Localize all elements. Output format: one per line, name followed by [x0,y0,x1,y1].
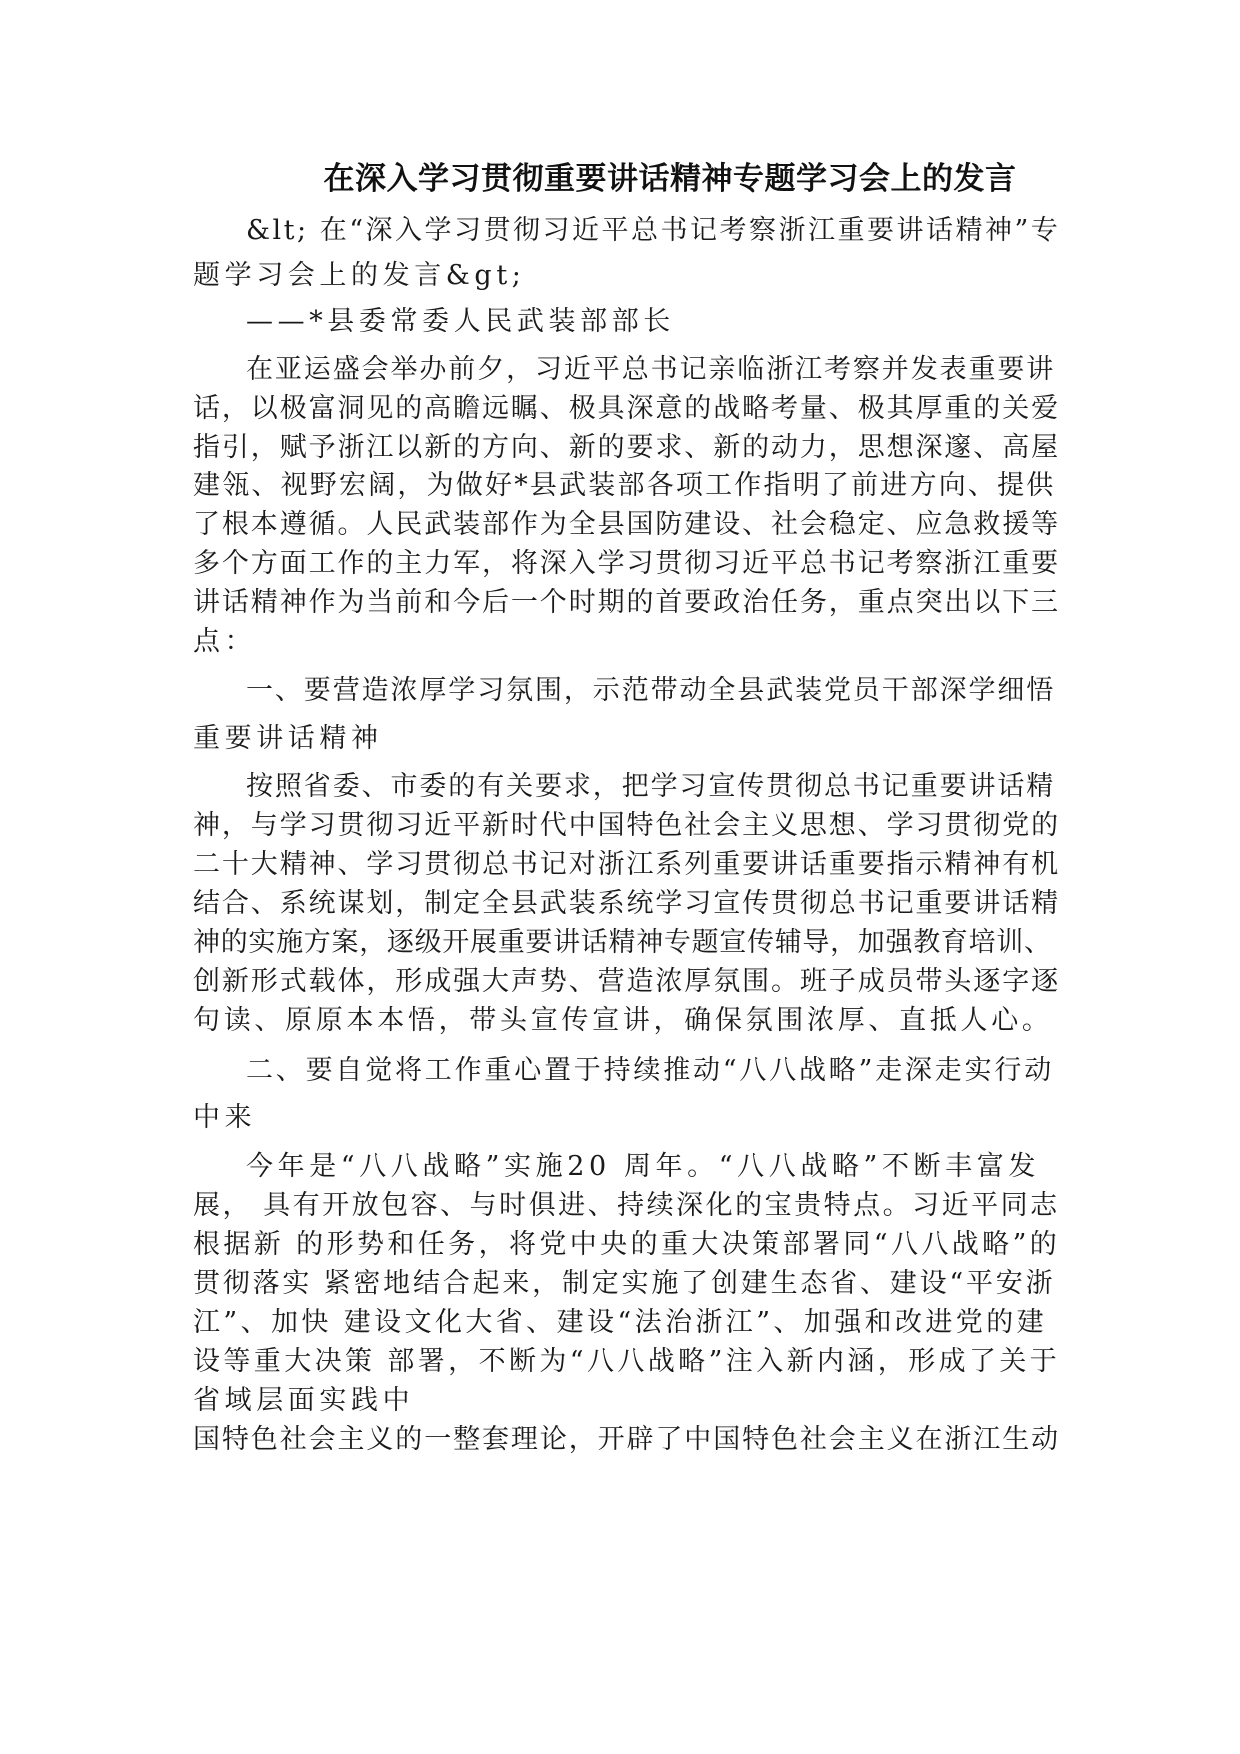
paragraph-line: 江”、加快 建设文化大省、建设“法治浙江”、加强和改进党的建 [193,1307,1047,1338]
paragraph-line: 今年是“八八战略”实施20 周年。“八八战略”不断丰富发 [246,1151,1040,1182]
paragraph-line: 建瓴、视野宏阔，为做好*县武装部各项工作指明了前进方向、提供 [193,470,1056,501]
paragraph-line: 二十大精神、学习贯彻总书记对浙江系列重要讲话重要指示精神有机 [193,849,1060,880]
document-title: 在深入学习贯彻重要讲话精神专题学习会上的发言 [323,161,1017,197]
paragraph-line: 话，以极富洞见的高瞻远瞩、极具深意的战略考量、极其厚重的关爱 [193,393,1060,424]
paragraph-line: 国特色社会主义的一整套理论，开辟了中国特色社会主义在浙江生动 [193,1424,1060,1455]
paragraph-line: 展， 具有开放包容、与时俱进、持续深化的宝贵特点。习近平同志 [193,1190,1060,1221]
section-heading-2-cont: 中来 [193,1102,257,1133]
speaker-line: ——*县委常委人民武装部部长 [246,306,675,337]
paragraph-line: 结合、系统谋划，制定全县武装系统学习宣传贯彻总书记重要讲话精 [193,888,1060,919]
paragraph-line: 指引，赋予浙江以新的方向、新的要求、新的动力，思想深邃、高屋 [193,432,1060,463]
paragraph-line: 根据新 的形势和任务，将党中央的重大决策部署同“八八战略”的 [193,1229,1061,1260]
section-heading-1: 一、要营造浓厚学习氛围，示范带动全县武装党员干部深学细悟 [246,675,1056,706]
paragraph-line: 点： [193,626,257,657]
paragraph-line: 设等重大决策 部署，不断为“八八战略”注入新内涵，形成了关于 [193,1346,1061,1377]
paragraph-line: 省域层面实践中 [193,1385,415,1416]
paragraph-line: 神，与学习贯彻习近平新时代中国特色社会主义思想、学习贯彻党的 [193,810,1060,841]
paragraph-line: 题学习会上的发言&gt; [193,260,526,291]
paragraph-line: 了根本遵循。人民武装部作为全县国防建设、社会稳定、应急救援等 [193,509,1060,540]
paragraph-line: 讲话精神作为当前和今后一个时期的首要政治任务，重点突出以下三 [193,587,1060,618]
paragraph-line: 创新形式载体，形成强大声势、营造浓厚氛围。班子成员带头逐字逐 [193,966,1060,997]
paragraph-line: 多个方面工作的主力军，将深入学习贯彻习近平总书记考察浙江重要 [193,548,1060,579]
paragraph-line: 按照省委、市委的有关要求，把学习宣传贯彻总书记重要讲话精 [246,771,1056,802]
paragraph-line: 贯彻落实 紧密地结合起来，制定实施了创建生态省、建设“平安浙 [193,1268,1056,1299]
paragraph-line: &lt; 在“深入学习贯彻习近平总书记考察浙江重要讲话精神”专 [246,215,1061,246]
section-heading-2: 二、要自觉将工作重心置于持续推动“八八战略”走深走实行动 [246,1055,1055,1086]
paragraph-line: 在亚运盛会举办前夕，习近平总书记亲临浙江考察并发表重要讲 [246,354,1056,385]
paragraph-line: 句读、原原本本悟，带头宣传宣讲，确保氛围浓厚、直抵人心。 [193,1005,1053,1036]
section-heading-1-cont: 重要讲话精神 [193,723,383,754]
paragraph-line: 神的实施方案，逐级开展重要讲话精神专题宣传辅导，加强教育培训、 [193,927,1052,958]
